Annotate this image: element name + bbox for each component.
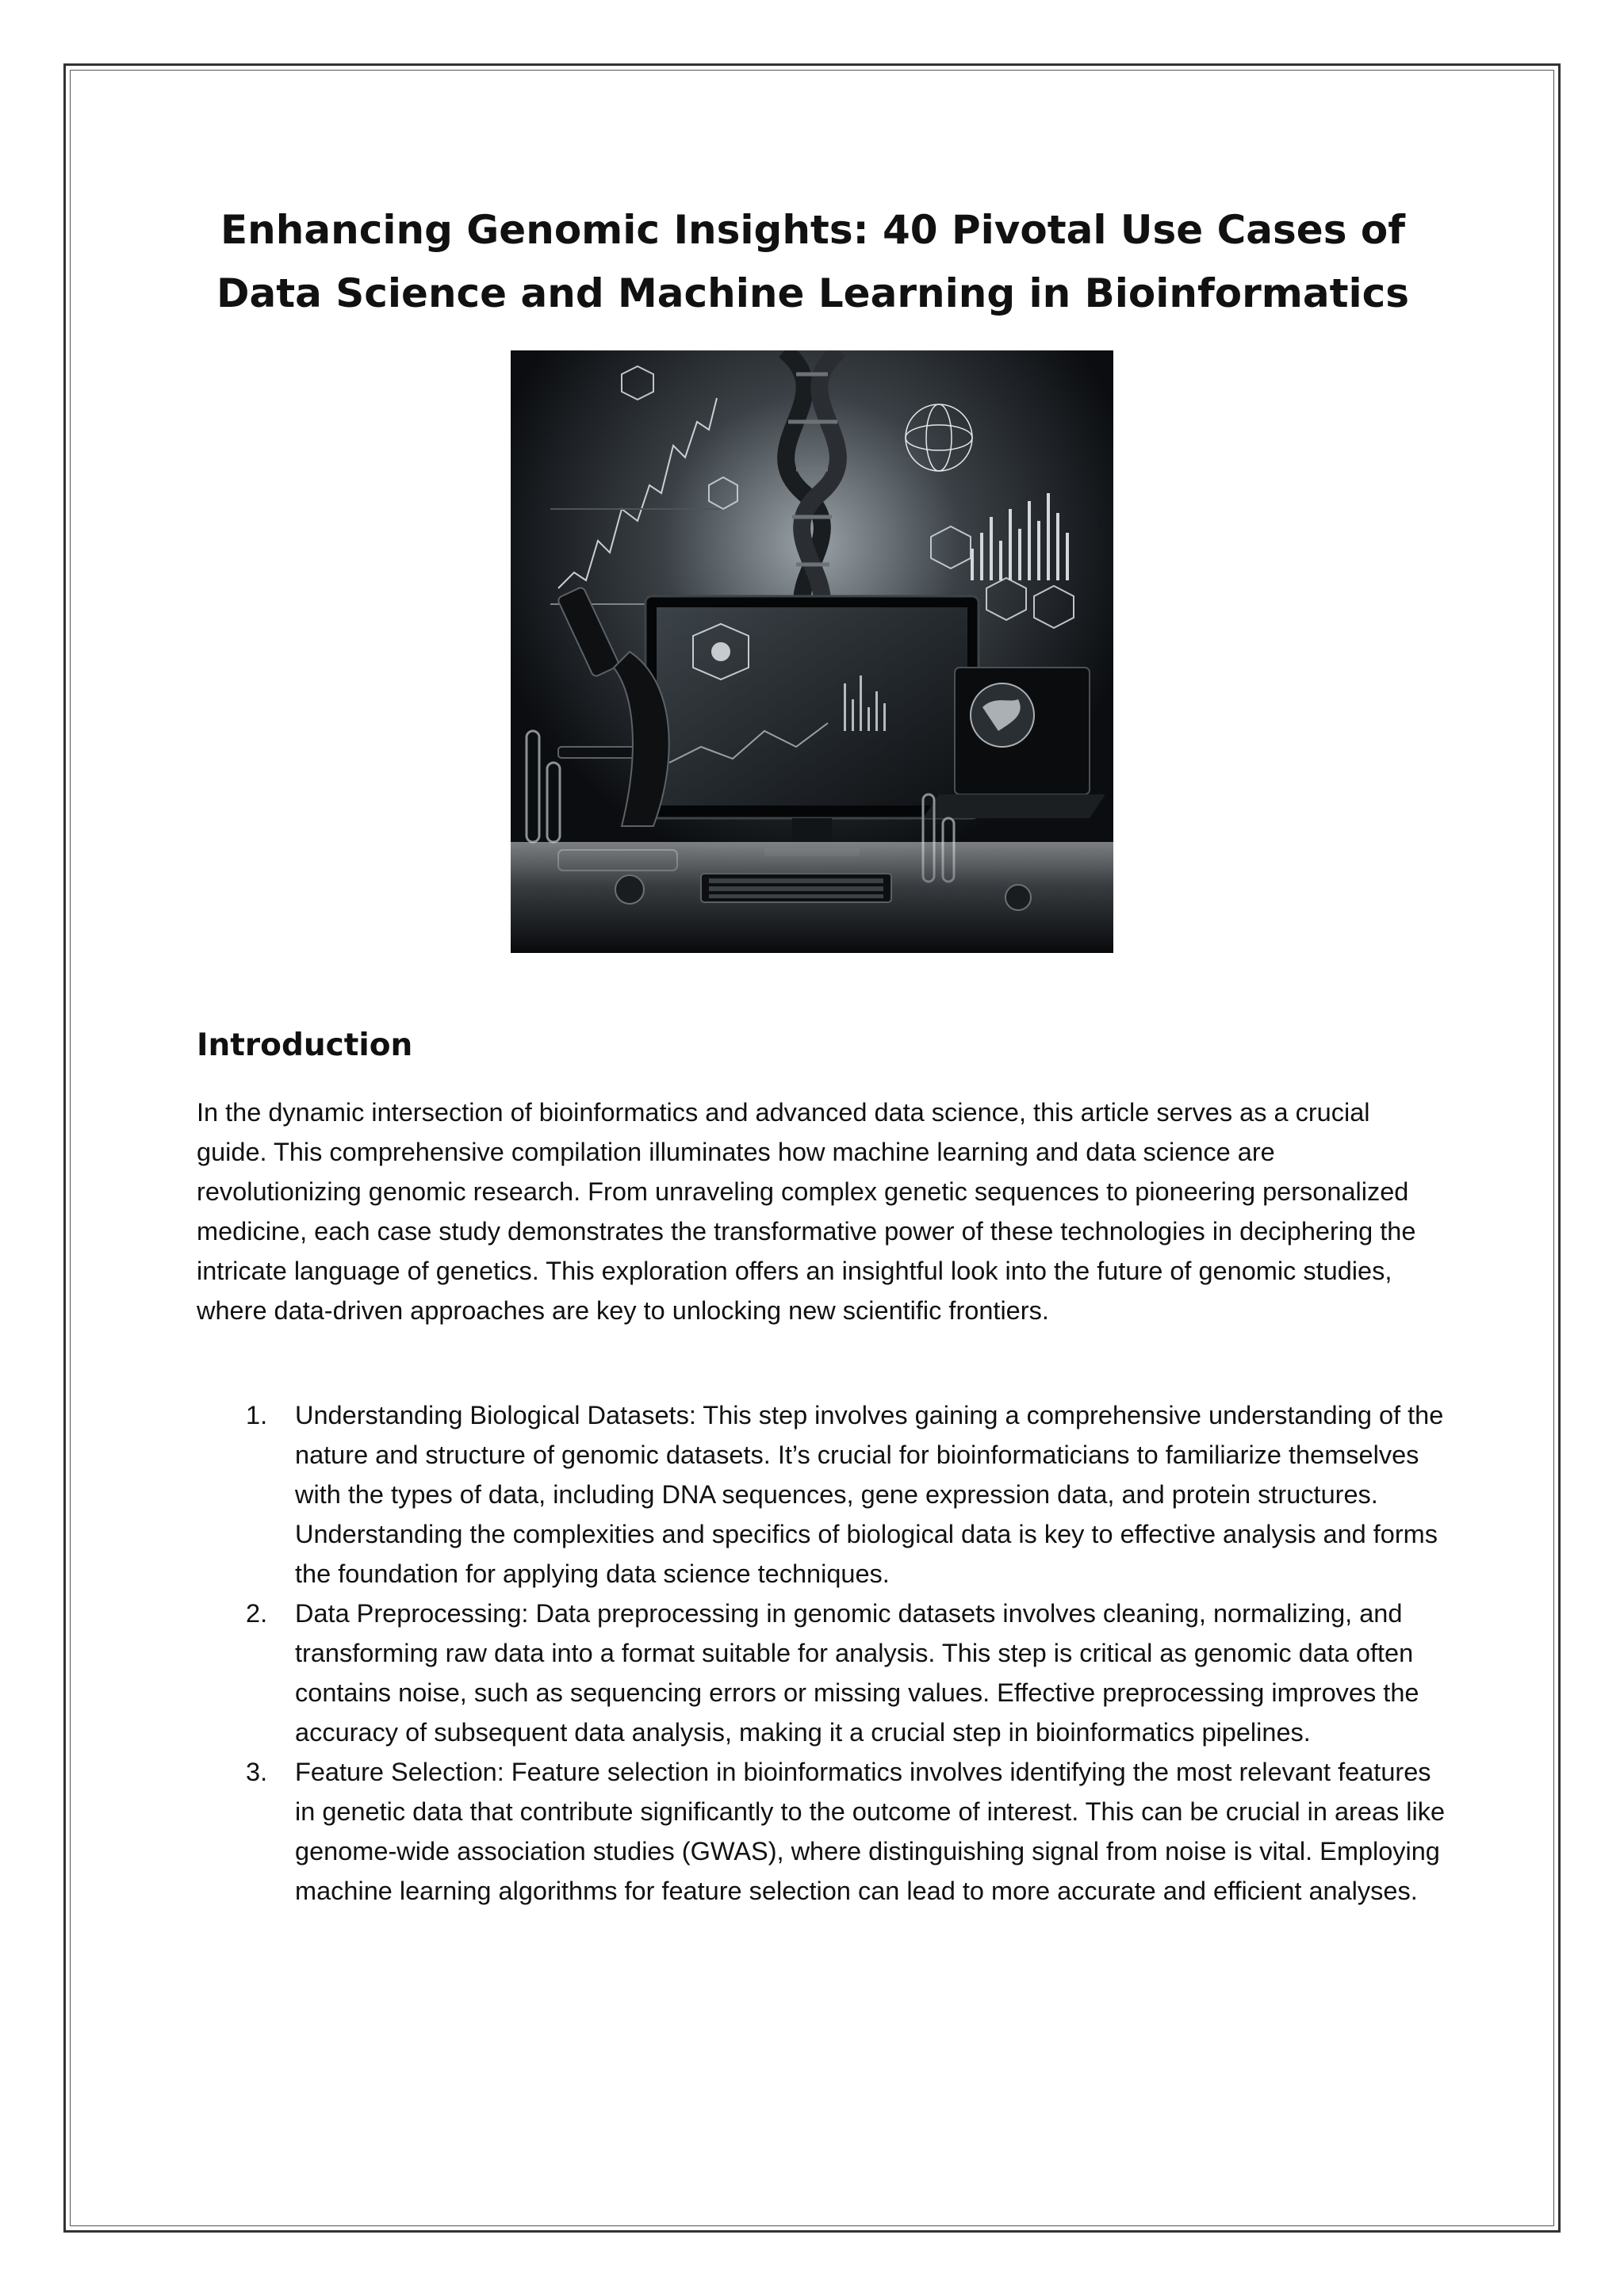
keyboard: [701, 874, 891, 902]
list-item-text: Feature Selection: Feature selection in bioinformatics involves identifying the most relevant features in genetic data that contribute significantly to the outcome of interest. This can be crucial in areas like genome-wide association studies (GWAS), where distinguishing signal from noise is vital. Employing machine learning algorithms for feature selection can lead to more accurate and efficient analyses.: [295, 1758, 1446, 1905]
use-case-list: [197, 1395, 1450, 1911]
document-title: Enhancing Genomic Insights: 40 Pivotal Use Cases of Data Science and Machine Learning in Bioinformatics: [216, 207, 1410, 316]
list-item-text: Understanding Biological Datasets: This step involves gaining a comprehensive understanding of the nature and structure of genomic datasets. It’s crucial for bioinformaticians to familiarize themselves with the types of data, including DNA sequences, gene expression data, and protein structures. Understanding the complexities and specifics of biological data is key to effective analysis and forms the foundation for applying data science techniques.: [295, 1401, 1444, 1588]
list-item: [197, 1594, 1450, 1752]
intro-paragraph: In the dynamic intersection of bioinformatics and advanced data science, this article serves as a crucial guide. This comprehensive compilation illuminates how machine learning and data science are revolutionizing genomic research. From unraveling complex genetic sequences to pioneering personalized medicine, each case study demonstrates the transformative power of these technologies in deciphering the intricate language of genetics. This exploration offers an insightful look into the future of genomic studies, where data-driven approaches are key to unlocking new scientific frontiers.: [197, 1098, 1416, 1325]
list-item-number: 3.: [246, 1758, 268, 1786]
list-item-number: 1.: [246, 1401, 268, 1429]
list-item: [197, 1752, 1450, 1911]
list-item: [197, 1395, 1450, 1594]
section-heading-introduction: Introduction: [197, 1027, 413, 1063]
hero-illustration: [511, 350, 1113, 953]
list-item-number: 2.: [246, 1599, 268, 1628]
list-item-text: Data Preprocessing: Data preprocessing in genomic datasets involves cleaning, normalizing, and transforming raw data into a format suitable for analysis. This step is critical as genomic data often contains noise, such as sequencing errors or missing values. Effective preprocessing improves the accuracy of subsequent data analysis, making it a crucial step in bioinformatics pipelines.: [295, 1599, 1419, 1747]
